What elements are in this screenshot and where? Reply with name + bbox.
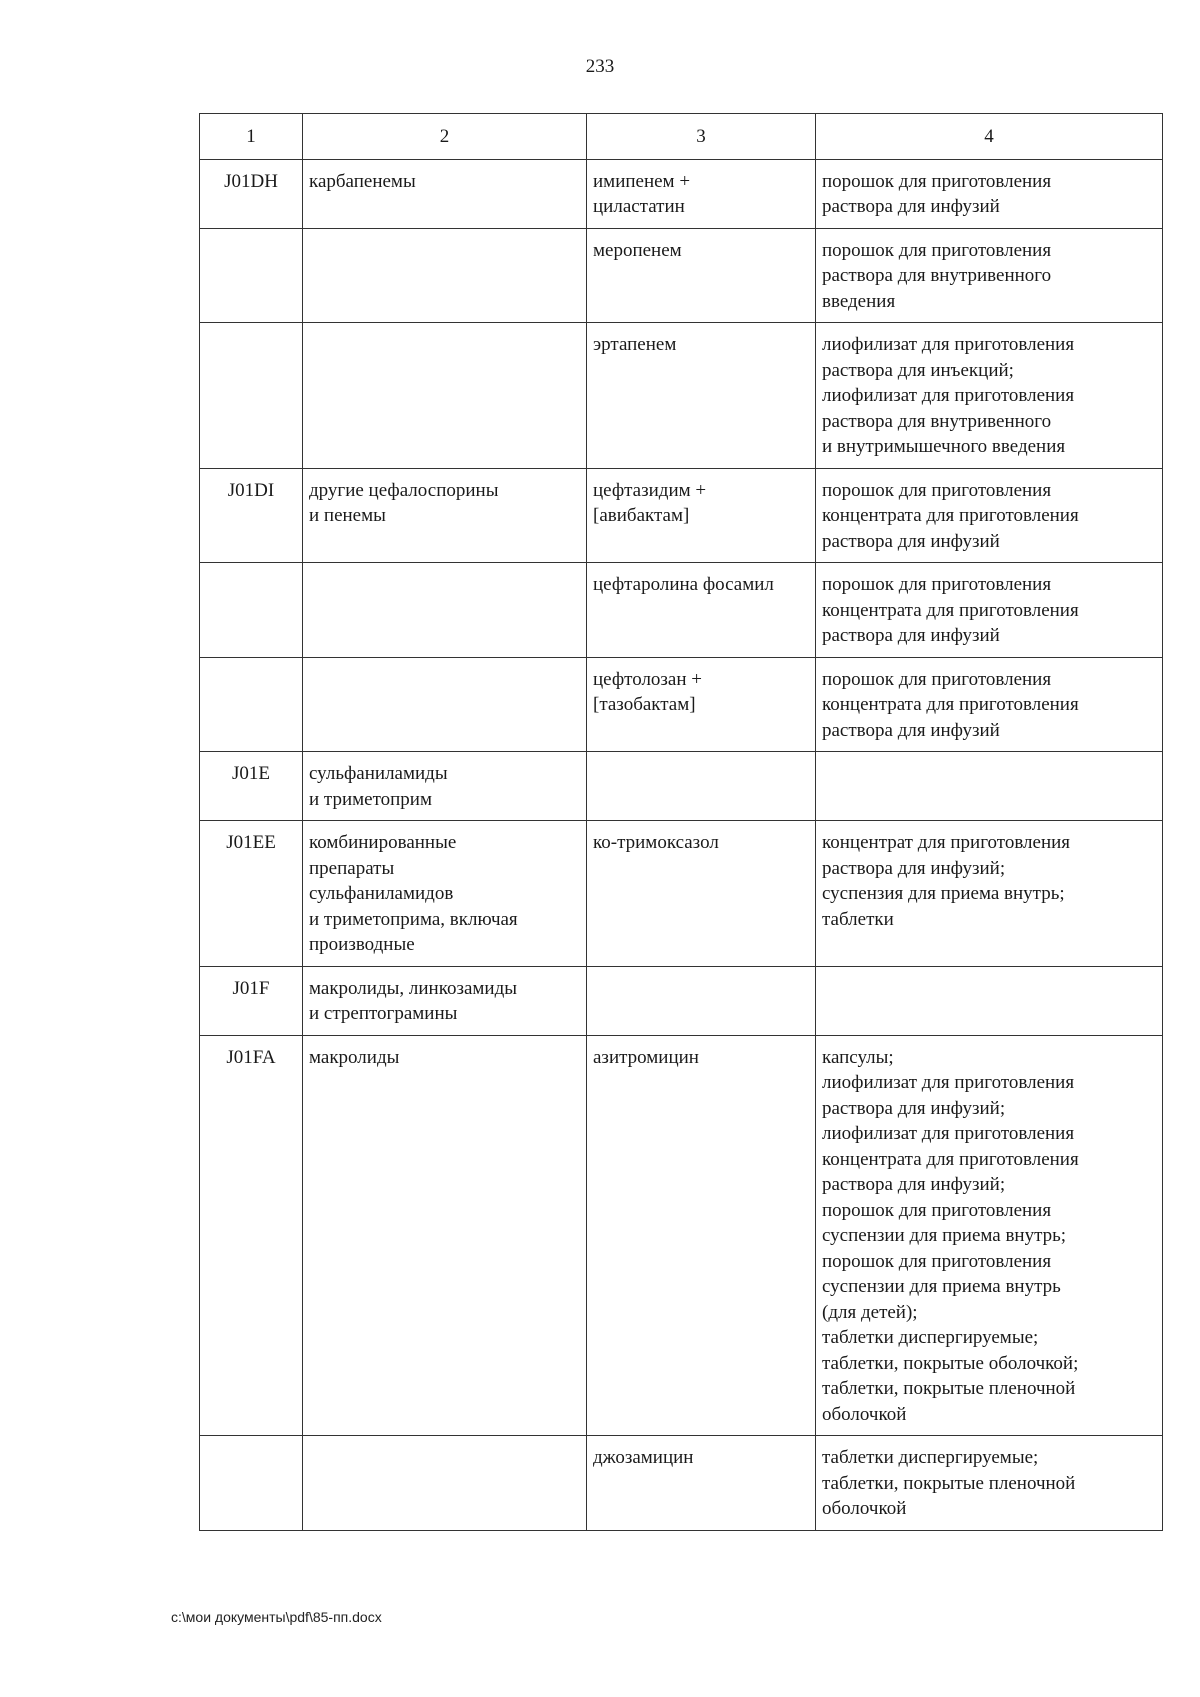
atc-code-cell-text: J01EE (226, 832, 276, 853)
dosage-form-cell (816, 821, 1163, 967)
table-row (200, 752, 1163, 821)
dosage-form-cell-text: лиофилизат для приготовления раствора для инъекций; лиофилизат для приготовления раствора для внутривенного и внутримышечного введения (822, 334, 1075, 457)
dosage-form-cell-text: порошок для приготовления раствора для инфузий (822, 170, 1052, 217)
dosage-form-cell (816, 468, 1163, 563)
drug-table (199, 113, 1163, 1531)
atc-code-cell-text: J01DH (224, 170, 278, 192)
column-header-3: 3 (587, 114, 816, 160)
table-row (200, 323, 1163, 469)
atc-code-cell (200, 821, 303, 967)
dosage-form-cell (816, 752, 1163, 821)
group-name-cell (303, 228, 587, 323)
drug-name-cell (587, 228, 816, 323)
drug-name-cell (587, 1436, 816, 1531)
table-body (200, 159, 1163, 1530)
dosage-form-cell (816, 563, 1163, 658)
table-row (200, 468, 1163, 563)
page-number: 233 (585, 56, 615, 77)
drug-name-cell (587, 159, 816, 228)
group-name-cell-text: макролиды (309, 1046, 400, 1068)
column-header-2: 2 (303, 114, 587, 160)
group-name-cell (303, 159, 587, 228)
footer-file-path: c:\мои документы\pdf\85-пп.docx (171, 1609, 382, 1625)
drug-name-cell-text: эртапенем (593, 334, 677, 355)
drug-name-cell (587, 323, 816, 469)
group-name-cell (303, 468, 587, 563)
atc-code-cell-text: J01FA (226, 1046, 276, 1068)
drug-name-cell-text: цефтазидим + [авибактам] (593, 479, 707, 526)
drug-name-cell (587, 752, 816, 821)
dosage-form-cell-text: порошок для приготовления концентрата для приготовления раствора для инфузий (822, 668, 1079, 741)
atc-code-cell (200, 752, 303, 821)
dosage-form-cell-text: порошок для приготовления концентрата для приготовления раствора для инфузий (822, 574, 1079, 646)
drug-name-cell (587, 821, 816, 967)
group-name-cell-text: комбинированные препараты сульфаниламидов и триметоприма, включая производные (309, 832, 518, 955)
drug-name-cell (587, 657, 816, 752)
table-row (200, 821, 1163, 967)
table-row (200, 1436, 1163, 1531)
atc-code-cell-text: J01E (232, 763, 270, 784)
group-name-cell (303, 1035, 587, 1436)
dosage-form-cell (816, 159, 1163, 228)
drug-name-cell (587, 1035, 816, 1436)
group-name-cell (303, 821, 587, 967)
atc-code-cell (200, 228, 303, 323)
atc-code-cell (200, 563, 303, 658)
group-name-cell-text: сульфаниламиды и триметоприм (309, 763, 448, 810)
group-name-cell (303, 1436, 587, 1531)
group-name-cell (303, 966, 587, 1035)
dosage-form-cell (816, 323, 1163, 469)
dosage-form-cell (816, 1035, 1163, 1436)
drug-name-cell-text: цефтаролина фосамил (593, 574, 774, 595)
dosage-form-cell (816, 228, 1163, 323)
drug-name-cell-text: меропенем (593, 239, 682, 261)
dosage-form-cell (816, 966, 1163, 1035)
dosage-form-cell-text: капсулы; лиофилизат для приготовления раствора для инфузий; лиофилизат для приготовления концентрата для приготовления раствора для инфузий; порошок для приготовления суспензии для приема внутрь; порошок для приготовления суспензии для приема внутрь (для детей); таблетки диспергируемые; таблетки, покрытые оболочкой; таблетки, покрытые пленочной оболочкой (822, 1046, 1079, 1425)
group-name-cell (303, 752, 587, 821)
group-name-cell (303, 323, 587, 469)
table-header-row (200, 114, 1163, 160)
dosage-form-cell-text: порошок для приготовления концентрата для приготовления раствора для инфузий (822, 479, 1079, 552)
group-name-cell (303, 657, 587, 752)
group-name-cell-text: другие цефалоспорины и пенемы (309, 479, 499, 526)
drug-name-cell-text: цефтолозан + [тазобактам] (593, 668, 702, 715)
dosage-form-cell-text: таблетки диспергируемые; таблетки, покрытые пленочной оболочкой (822, 1447, 1076, 1519)
drug-name-cell-text: имипенем + циластатин (593, 170, 691, 217)
dosage-form-cell (816, 1436, 1163, 1531)
atc-code-cell-text: J01F (232, 977, 270, 999)
drug-name-cell (587, 468, 816, 563)
dosage-form-cell-text: порошок для приготовления раствора для внутривенного введения (822, 239, 1052, 312)
table-row (200, 228, 1163, 323)
table-row (200, 657, 1163, 752)
atc-code-cell-text: J01DI (227, 479, 275, 501)
group-name-cell-text: макролиды, линкозамиды и стрептограмины (309, 977, 518, 1024)
group-name-cell (303, 563, 587, 658)
dosage-form-cell (816, 657, 1163, 752)
drug-name-cell (587, 966, 816, 1035)
drug-name-cell-text: ко-тримоксазол (593, 832, 719, 853)
atc-code-cell (200, 966, 303, 1035)
drug-name-cell-text: азитромицин (593, 1046, 699, 1068)
column-header-4: 4 (816, 114, 1163, 160)
table-row (200, 1035, 1163, 1436)
atc-code-cell (200, 468, 303, 563)
table-row (200, 966, 1163, 1035)
atc-code-cell (200, 1035, 303, 1436)
column-header-1: 1 (200, 114, 303, 160)
group-name-cell-text: карбапенемы (309, 170, 416, 192)
atc-code-cell (200, 323, 303, 469)
drug-name-cell-text: джозамицин (593, 1447, 694, 1468)
drug-name-cell (587, 563, 816, 658)
atc-code-cell (200, 657, 303, 752)
atc-code-cell (200, 1436, 303, 1531)
dosage-form-cell-text: концентрат для приготовления раствора для инфузий; суспензия для приема внутрь; таблетки (822, 832, 1071, 930)
table-row (200, 159, 1163, 228)
atc-code-cell (200, 159, 303, 228)
table-row (200, 563, 1163, 658)
